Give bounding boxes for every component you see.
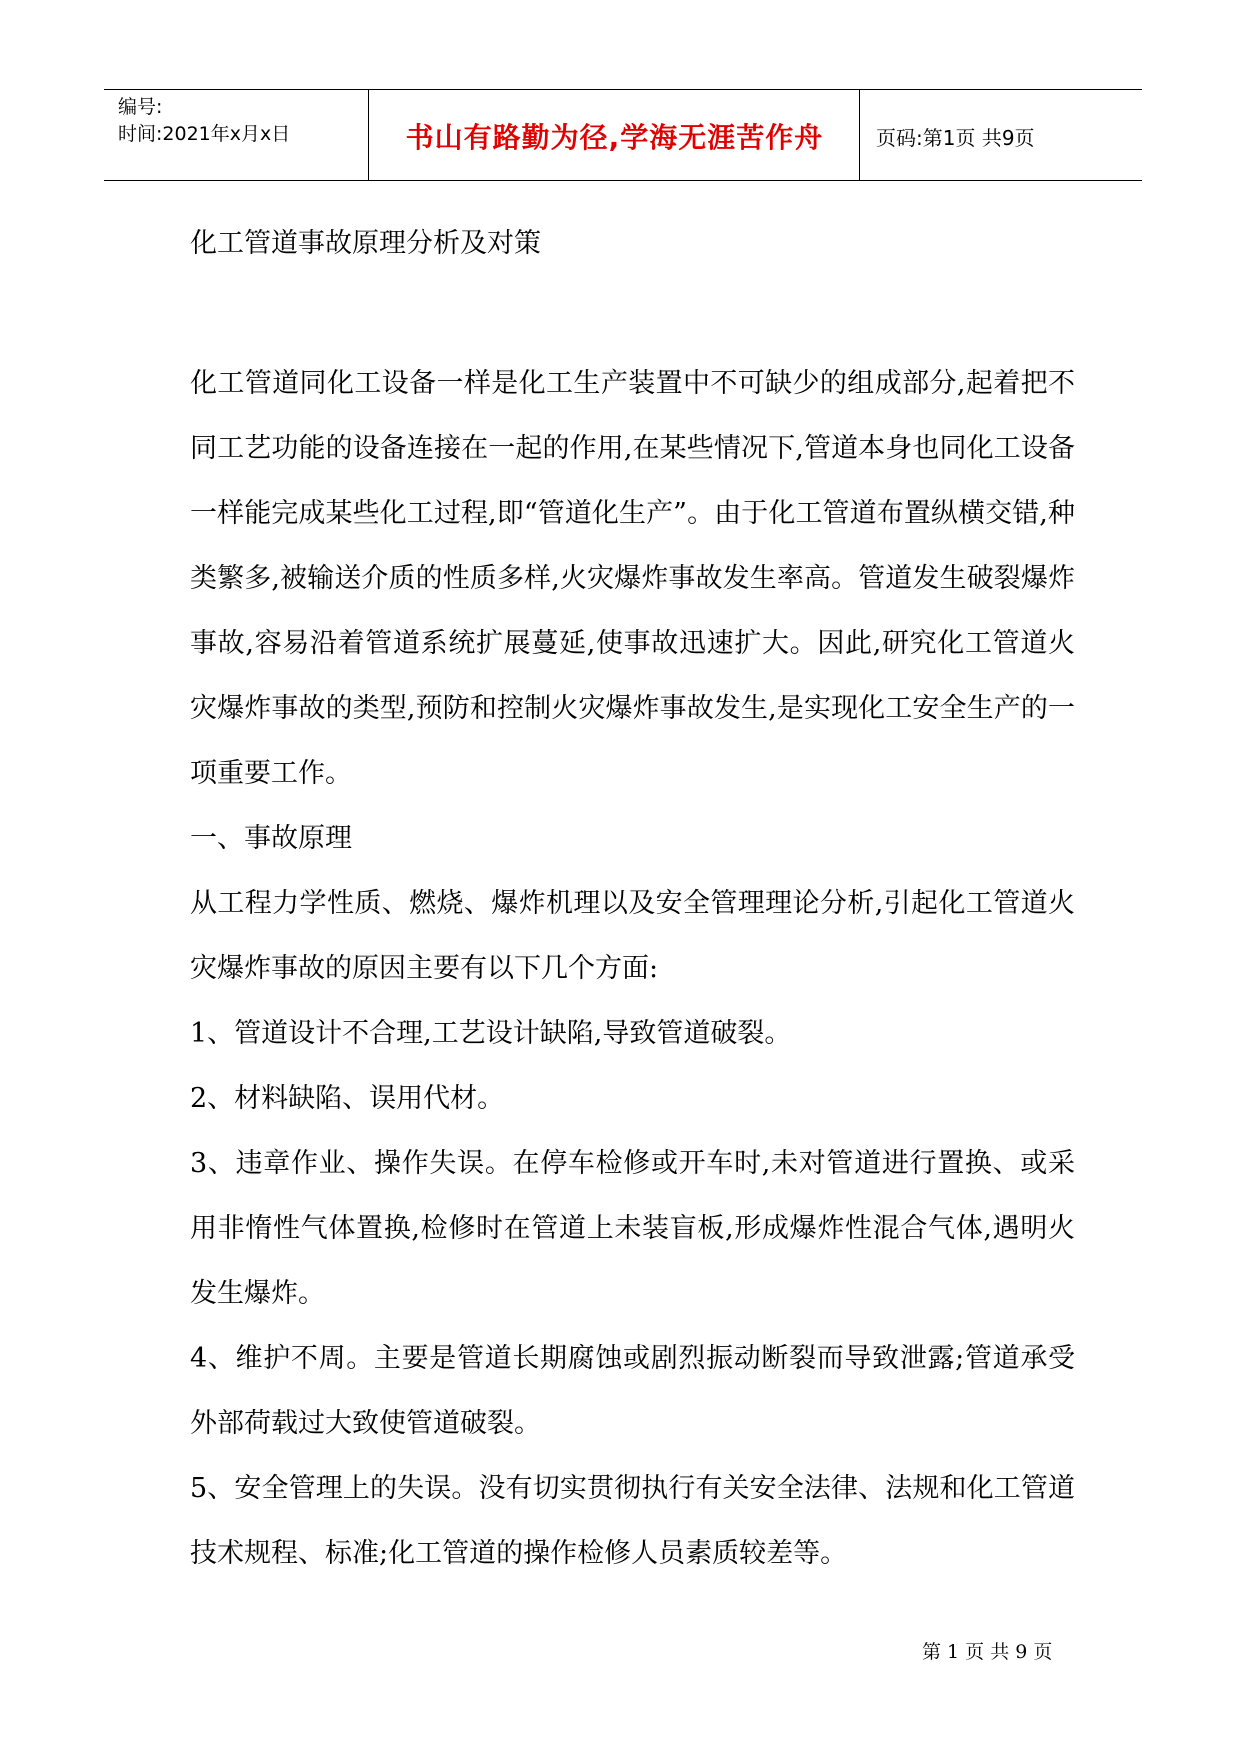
header-divider — [859, 90, 860, 180]
header-divider — [368, 90, 369, 180]
paragraph: 从工程力学性质、燃烧、爆炸机理以及安全管理理论分析,引起化工管道火灾爆炸事故的原因主要有以下几个方面: — [190, 888, 1075, 984]
header-page-info: 页码:第1页 共9页 — [876, 125, 1035, 150]
header-motto: 书山有路勤为径,学海无涯苦作舟 — [405, 121, 824, 154]
list-item: 3、违章作业、操作失误。在停车检修或开车时,未对管道进行置换、或采用非惰性气体置换,检修时在管道上未装盲板,形成爆炸性混合气体,遇明火发生爆炸。 — [190, 1148, 1075, 1309]
document-time-label: 时间:2021年x月x日 — [118, 123, 291, 145]
page-footer: 第 1 页 共 9 页 — [922, 1641, 1053, 1663]
header-meta — [118, 94, 290, 148]
list-item: 5、安全管理上的失误。没有切实贯彻执行有关安全法律、法规和化工管道技术规程、标准;化工管道的操作检修人员素质较差等。 — [190, 1473, 1075, 1569]
document-header — [104, 89, 1142, 181]
document-title: 化工管道事故原理分析及对策 — [190, 228, 541, 259]
list-item: 1、管道设计不合理,工艺设计缺陷,导致管道破裂。 — [190, 1018, 792, 1049]
list-item: 4、维护不周。主要是管道长期腐蚀或剧烈振动断裂而导致泄露;管道承受外部荷载过大致使管道破裂。 — [190, 1343, 1075, 1439]
section-heading: 一、事故原理 — [190, 823, 352, 854]
list-item: 2、材料缺陷、误用代材。 — [190, 1083, 505, 1114]
document-body — [190, 351, 1075, 1586]
paragraph-intro: 化工管道同化工设备一样是化工生产装置中不可缺少的组成部分,起着把不同工艺功能的设备连接在一起的作用,在某些情况下,管道本身也同化工设备一样能完成某些化工过程,即“管道化生产”。由于化工管道布置纵横交错,种类繁多,被输送介质的性质多样,火灾爆炸事故发生率高。管道发生破裂爆炸事故,容易沿着管道系统扩展蔓延,使事故迅速扩大。因此,研究化工管道火灾爆炸事故的类型,预防和控制火灾爆炸事故发生,是实现化工安全生产的一项重要工作。 — [190, 368, 1075, 789]
document-number-label: 编号: — [118, 96, 163, 118]
